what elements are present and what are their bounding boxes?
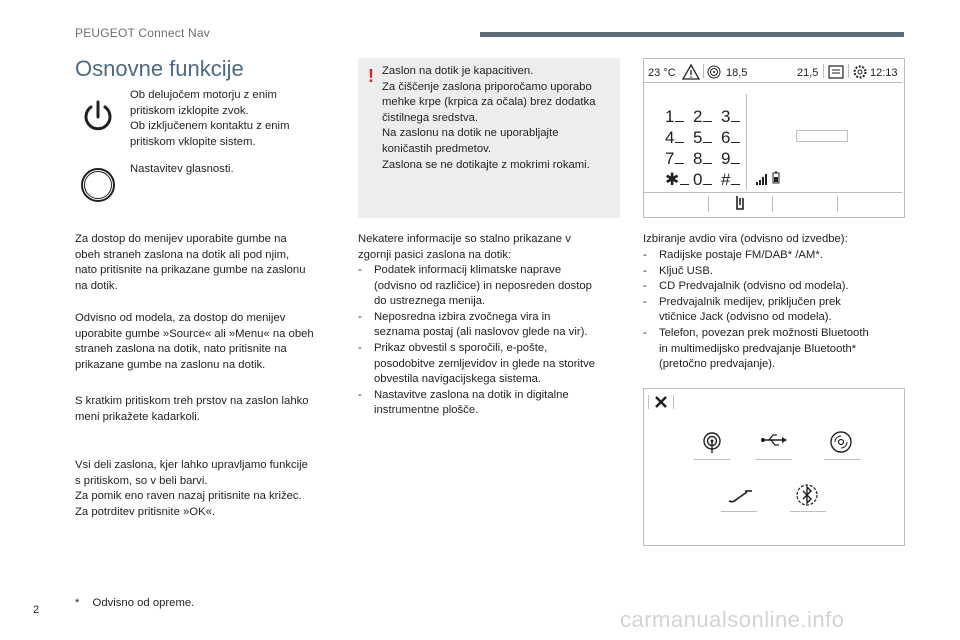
footnote-text: Odvisno od opreme. <box>92 597 195 609</box>
paragraph-three-fingers: S kratkim pritiskom treh prstov na zaslon lahko meni prikažete kadarkoli. <box>75 395 309 423</box>
paragraph-white-areas: Vsi deli zaslona, kjer lahko upravljamo funkcije s pritiskom, so v beli barvi. Za pomik eno raven nazaj pritisnite na križec. Za potrditev pritisnite »OK«. <box>75 459 308 518</box>
close-icon[interactable] <box>654 395 668 414</box>
list-item: - Telefon, povezan prek možnosti Bluetooth in multimedijsko predvajanje Bluetooth* (pretočno predvajanje). <box>643 326 913 373</box>
key[interactable]: 4 <box>665 127 693 148</box>
key[interactable]: 9 <box>721 148 749 169</box>
key[interactable]: # <box>721 169 749 190</box>
number-field[interactable] <box>796 130 848 142</box>
list-item: - Nastavitve zaslona na dotik in digitalne instrumentne plošče. <box>358 388 628 419</box>
list-item: - Podatek informacij klimatske naprave (odvisno od različice) in neposreden dostop do ustreznega menija. <box>358 263 628 310</box>
key[interactable]: 2 <box>693 106 721 127</box>
middle-list <box>358 263 628 419</box>
key[interactable]: 5 <box>693 127 721 148</box>
list-item: - Radijske postaje FM/DAB* /AM*. <box>643 248 913 264</box>
key[interactable]: 3 <box>721 106 749 127</box>
clock: 12:13 <box>870 67 898 79</box>
screen-source <box>643 388 905 546</box>
list-item: - Prikaz obvestil s sporočili, e-pošte, posodobitve zemljevidov in glede na storitve obvestila navigacijskega sistema. <box>358 341 628 388</box>
list-item: - CD Predvajalnik (odvisno od modela). <box>643 279 913 295</box>
footnote-mark: * <box>75 597 80 609</box>
battery-icon <box>772 171 780 189</box>
phone-keypad <box>665 106 749 190</box>
right-intro: Izbiranje avdio vira (odvisno od izvedbe): <box>643 233 848 245</box>
key[interactable]: 8 <box>693 148 721 169</box>
key[interactable]: ✱ <box>665 169 693 190</box>
list-item: - Ključ USB. <box>643 264 913 280</box>
header-bar <box>480 32 904 37</box>
footnote <box>75 597 194 609</box>
watermark: carmanualsonline.info <box>620 607 845 632</box>
warning-mark: ! <box>368 66 374 86</box>
phone-icon[interactable] <box>733 195 747 218</box>
key[interactable]: 7 <box>665 148 693 169</box>
power-text: Ob delujočem motorju z enim pritiskom izklopite zvok. Ob izključenem kontaktu z enim pritiskom vklopite sistem. <box>130 89 290 148</box>
middle-intro: Nekatere informacije so stalno prikazane v zgornji pasici zaslona na dotik: <box>358 233 571 261</box>
volume-knob-icon <box>78 165 118 205</box>
radio-icon[interactable] <box>700 430 724 459</box>
right-list <box>643 248 913 373</box>
paragraph-menus: Za dostop do menijev uporabite gumbe na obeh straneh zaslona na dotik ali pod njim, nato pritisnite na prikazane gumbe na zaslonu na dotik. <box>75 233 306 292</box>
header-title: PEUGEOT Connect Nav <box>75 26 210 40</box>
list-item: - Predvajalnik medijev, priključen prek vtičnice Jack (odvisno od modela). <box>643 295 913 326</box>
signal-bars-icon <box>755 172 769 190</box>
key[interactable]: 1 <box>665 106 693 127</box>
cd-icon[interactable] <box>829 430 853 459</box>
volume-text: Nastavitev glasnosti. <box>130 163 234 175</box>
key[interactable]: 6 <box>721 127 749 148</box>
page-number: 2 <box>33 604 40 616</box>
temperature-readout[interactable]: 23 °C <box>648 67 676 79</box>
right-temp[interactable]: 21,5 <box>797 67 819 79</box>
usb-icon[interactable] <box>760 433 788 452</box>
key[interactable]: 0 <box>693 169 721 190</box>
power-icon <box>78 97 118 137</box>
left-temp[interactable]: 18,5 <box>726 67 748 79</box>
bluetooth-icon[interactable] <box>795 482 819 513</box>
paragraph-source-menu: Odvisno od modela, za dostop do menijev uporabite gumbe »Source« ali »Menu« na obeh straneh zaslona na dotik, nato pritisnite na prikazane gumbe na zaslonu na dotik. <box>75 312 314 371</box>
jack-icon[interactable] <box>727 487 753 510</box>
list-item: - Neposredna izbira zvočnega vira in seznama postaj (ali naslovov glede na vir). <box>358 310 628 341</box>
note-text: Zaslon na dotik je kapacitiven. Za čiščenje zaslona priporočamo uporabo mehke krpe (krpica za očala) brez dodatka čistilnega sredstva. Na zaslonu na dotik ne uporabljajte koničastih predmetov. Zaslona se ne dotikajte z mokrimi rokami. <box>382 65 596 171</box>
page-title: Osnovne funkcije <box>75 56 244 81</box>
